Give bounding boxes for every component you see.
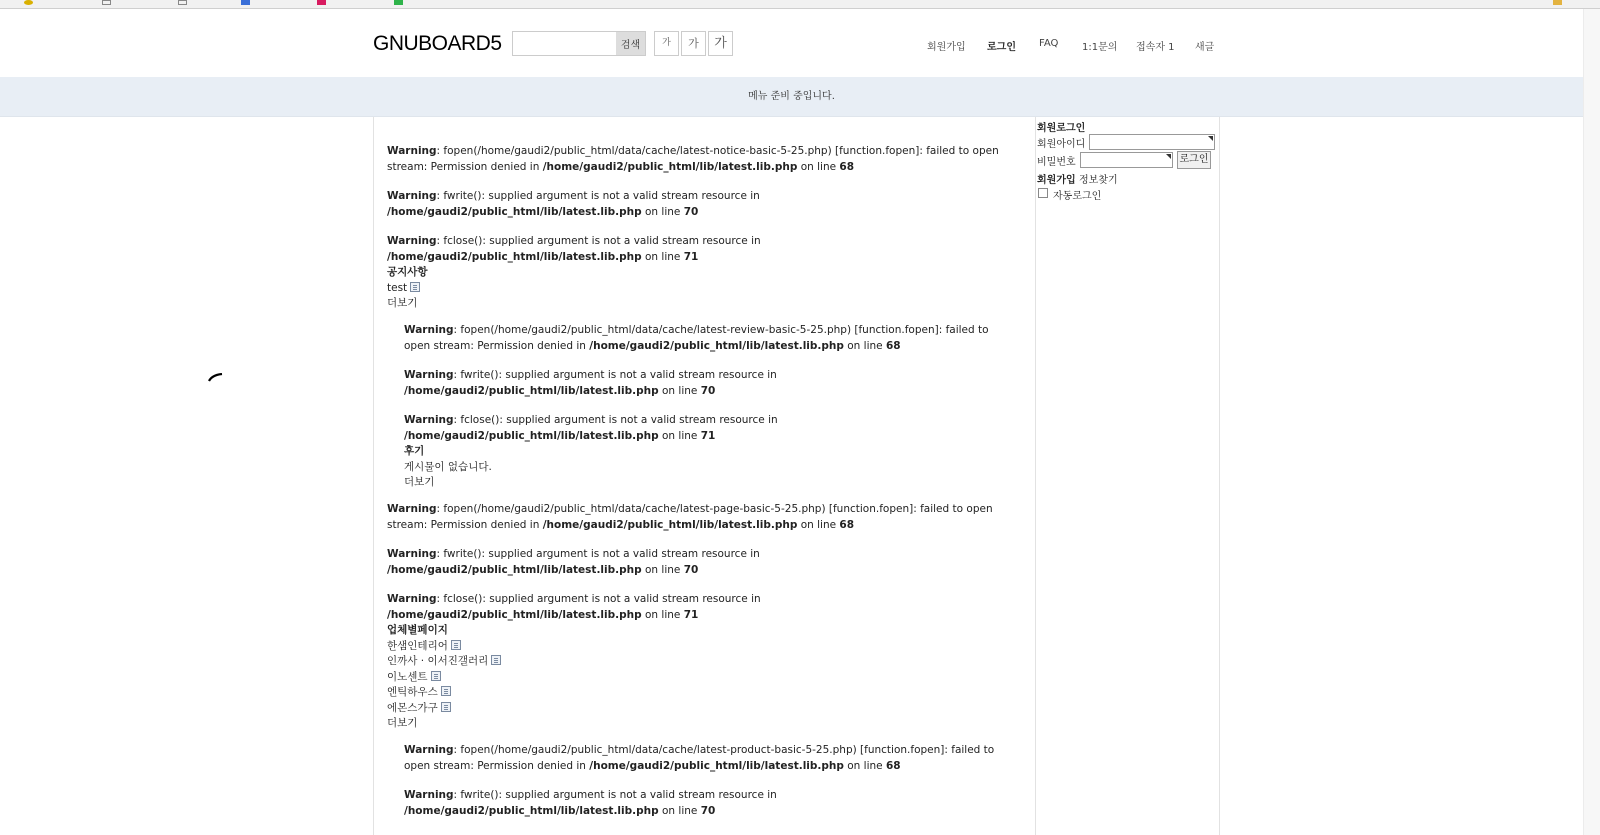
document-icon	[451, 640, 461, 650]
document-icon	[491, 655, 501, 665]
document-icon	[431, 671, 441, 681]
warning-message: Warning: fclose(): supplied argument is not a valid stream resource in /home/gaudi2/public_html/lib/latest.lib.php on line 71	[387, 593, 761, 621]
nav-join-link[interactable]: 회원가입	[927, 42, 966, 53]
search-form	[512, 31, 646, 56]
find-account-link[interactable]: 정보찾기	[1079, 175, 1118, 186]
warning-message: Warning: fopen(/home/gaudi2/public_html/data/cache/latest-product-basic-5-25.php) [function.fopen]: failed to open stream: Permission denied in /home/gaudi2/public_html/lib/latest.lib.php on line 68	[404, 744, 995, 772]
empty-message: 게시물이 없습니다.	[404, 460, 492, 473]
password-label: 비밀번호	[1037, 157, 1076, 168]
font-size-large-button[interactable]: 가	[708, 31, 733, 56]
bookmark-icon[interactable]	[394, 0, 403, 5]
more-link[interactable]: 더보기	[404, 476, 435, 488]
auto-login-checkbox[interactable]	[1038, 188, 1048, 198]
menu-notice: 메뉴 준비 중입니다.	[748, 91, 835, 102]
browser-bookmarks-bar	[0, 0, 1600, 9]
menu-bar	[0, 77, 1583, 117]
section-product	[404, 743, 1017, 819]
warning-label: Warning	[387, 145, 437, 157]
section-review	[404, 323, 1017, 491]
document-icon	[410, 282, 420, 292]
list-item[interactable]: 이노센트	[387, 670, 1017, 686]
search-input[interactable]	[513, 32, 617, 55]
search-button[interactable]: 검색	[616, 32, 645, 55]
font-size-small-button[interactable]: 가	[654, 31, 679, 56]
list-item[interactable]: 인까사 · 이서진갤러리	[387, 654, 1017, 670]
warning-message: Warning: fwrite(): supplied argument is not a valid stream resource in /home/gaudi2/public_html/lib/latest.lib.php on line 70	[387, 548, 760, 576]
list-item[interactable]: 한샘인테리어	[387, 639, 1017, 655]
warning-message: Warning: fwrite(): supplied argument is not a valid stream resource in /home/gaudi2/public_html/lib/latest.lib.php on line 70	[404, 369, 777, 397]
nav-new-posts-link[interactable]: 새글	[1195, 42, 1215, 53]
font-size-controls	[654, 31, 735, 56]
more-link[interactable]: 더보기	[387, 717, 418, 729]
section-notice	[387, 144, 1017, 312]
warning-message: Warning: fopen(/home/gaudi2/public_html/data/cache/latest-notice-basic-5-25.php) [function.fopen]: failed to open stream: Permission denied in /home/gaudi2/public_html/lib/latest.lib.php on line 68	[387, 145, 999, 173]
section-title: 업체별페이지	[387, 624, 448, 636]
section-title: 공지사항	[387, 266, 428, 278]
warning-message: Warning: fclose(): supplied argument is not a valid stream resource in /home/gaudi2/public_html/lib/latest.lib.php on line 71	[404, 414, 778, 442]
font-size-medium-button[interactable]: 가	[681, 31, 706, 56]
document-icon	[441, 686, 451, 696]
list-item[interactable]: test	[387, 281, 1017, 297]
list-item[interactable]: 엔틱하우스	[387, 685, 1017, 701]
warning-message: Warning: fwrite(): supplied argument is not a valid stream resource in /home/gaudi2/public_html/lib/latest.lib.php on line 70	[387, 190, 760, 218]
warning-message: Warning: fopen(/home/gaudi2/public_html/data/cache/latest-review-basic-5-25.php) [function.fopen]: failed to open stream: Permission denied in /home/gaudi2/public_html/lib/latest.lib.php on line 68	[404, 324, 989, 352]
folder-icon[interactable]	[1553, 0, 1562, 5]
mouse-cursor-icon	[208, 373, 224, 382]
section-company-pages	[387, 502, 1017, 732]
user-id-input[interactable]	[1089, 134, 1215, 150]
site-logo[interactable]: GNUBOARD5	[373, 32, 502, 55]
nav-login-link[interactable]: 로그인	[987, 42, 1016, 53]
warning-message: Warning: fclose(): supplied argument is not a valid stream resource in /home/gaudi2/public_html/lib/latest.lib.php on line 71	[387, 235, 761, 263]
nav-qa-link[interactable]: 1:1문의	[1082, 42, 1118, 53]
document-icon	[441, 702, 451, 712]
join-link[interactable]: 회원가입	[1037, 175, 1076, 186]
sidebar	[1036, 117, 1220, 835]
bookmark-icon[interactable]	[102, 0, 111, 5]
main-content	[373, 117, 1036, 835]
login-title: 회원로그인	[1037, 123, 1086, 134]
more-link[interactable]: 더보기	[387, 297, 418, 309]
nav-faq-link[interactable]: FAQ	[1039, 38, 1059, 49]
auto-login-label: 자동로그인	[1053, 191, 1102, 202]
login-button[interactable]: 로그인	[1177, 151, 1211, 169]
bookmark-icon[interactable]	[241, 0, 250, 5]
user-id-label: 회원아이디	[1037, 139, 1086, 150]
bookmark-icon[interactable]	[178, 0, 187, 5]
page-scrollbar[interactable]	[1583, 9, 1600, 835]
site-header	[0, 9, 1583, 77]
nav-visitors-link[interactable]: 접속자 1	[1136, 42, 1175, 53]
bookmark-icon[interactable]	[24, 0, 33, 5]
bookmark-icon[interactable]	[317, 0, 326, 5]
password-input[interactable]	[1080, 152, 1173, 168]
list-item[interactable]: 에몬스가구	[387, 701, 1017, 717]
warning-message: Warning: fwrite(): supplied argument is not a valid stream resource in /home/gaudi2/public_html/lib/latest.lib.php on line 70	[404, 789, 777, 817]
warning-message: Warning: fopen(/home/gaudi2/public_html/data/cache/latest-page-basic-5-25.php) [function.fopen]: failed to open stream: Permission denied in /home/gaudi2/public_html/lib/latest.lib.php on line 68	[387, 503, 993, 531]
section-title: 후기	[404, 445, 425, 457]
